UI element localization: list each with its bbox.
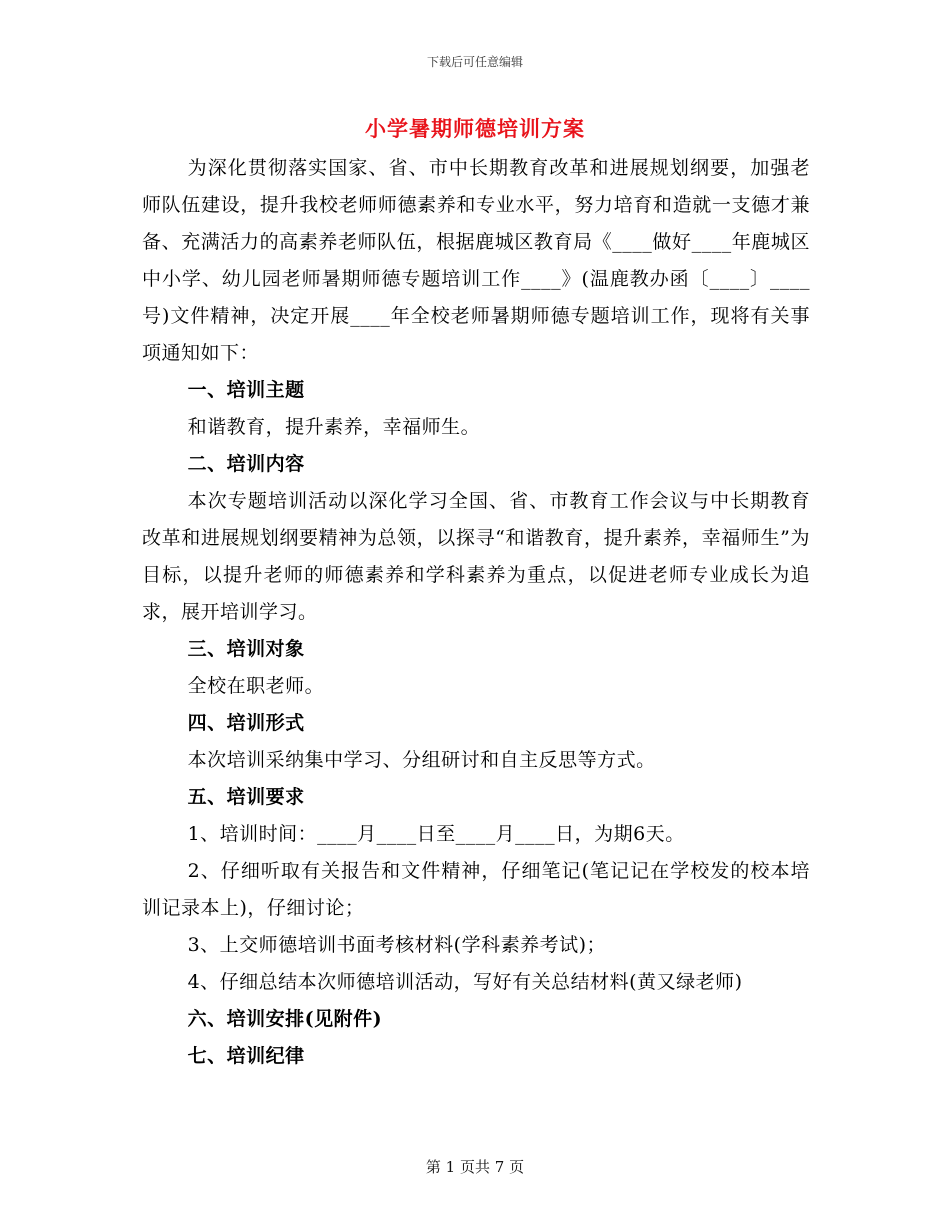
section-theme-text: 和谐教育，提升素养，幸福师生。 xyxy=(187,416,481,438)
section-format-text: 本次培训采纳集中学习、分组研讨和自主反思等方式。 xyxy=(187,749,656,771)
section-heading-requirements: 五、培训要求 xyxy=(187,786,305,808)
document-title: 小学暑期师德培训方案 xyxy=(365,116,585,141)
header-note: 下载后可任意编辑 xyxy=(426,55,523,69)
section-heading-discipline: 七、培训纪律 xyxy=(187,1045,305,1067)
section-heading-format: 四、培训形式 xyxy=(187,712,305,734)
intro-paragraph: 为深化贯彻落实国家、省、市中长期教育改革和进展规划纲要，加强老师队伍建设，提升我校老师师德素养和专业水平，努力培育和造就一支德才兼备、充满活力的高素养老师队伍，根据鹿城区教育局《____做好____年鹿城区中小学、幼儿园老师暑期师德专题培训工作____》(温鹿教办函〔____〕____号)文件精神，决定开展____年全校老师暑期师德专题培训工作，现将有关事项通知如下： xyxy=(142,157,810,364)
requirement-item-2: 2、仔细听取有关报告和文件精神，仔细笔记(笔记记在学校发的校本培训记录本上)，仔细讨论； xyxy=(142,860,810,919)
requirement-item-1: 1、培训时间：____月____日至____月____日，为期6天。 xyxy=(187,823,685,845)
section-heading-audience: 三、培训对象 xyxy=(187,638,305,660)
document-body xyxy=(142,150,810,1075)
section-heading-theme: 一、培训主题 xyxy=(187,379,305,401)
page-number: 第 1 页共 7 页 xyxy=(425,1158,525,1176)
section-heading-schedule: 六、培训安排(见附件) xyxy=(187,1008,383,1030)
section-audience-text: 全校在职老师。 xyxy=(187,675,325,697)
requirement-item-3: 3、上交师德培训书面考核材料(学科素养考试)； xyxy=(187,934,607,956)
section-content-text: 本次专题培训活动以深化学习全国、省、市教育工作会议与中长期教育改革和进展规划纲要精神为总领，以探寻“和谐教育，提升素养，幸福师生”为目标，以提升老师的师德素养和学科素养为重点，以促进老师专业成长为追求，展开培训学习。 xyxy=(142,490,810,623)
section-heading-content: 二、培训内容 xyxy=(187,453,305,475)
requirement-item-4: 4、仔细总结本次师德培训活动，写好有关总结材料(黄又绿老师) xyxy=(187,971,743,993)
